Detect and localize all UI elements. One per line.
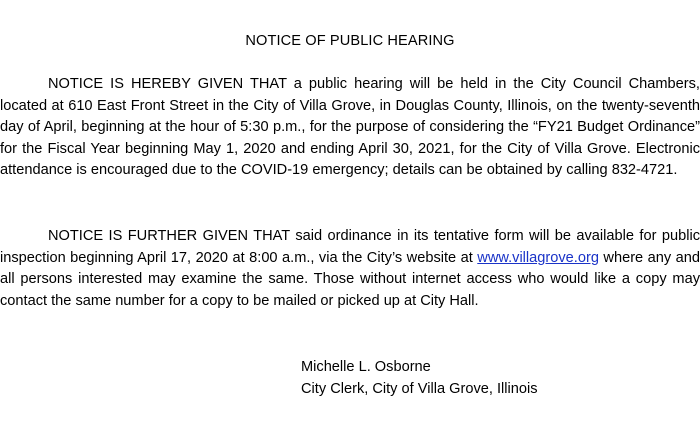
paragraph-inspection-text-end: where any and all persons interested may examine the same. Those without internet access who would like a copy may contact the same number for a copy to be mailed or picked up at City Hall.	[0, 249, 700, 309]
signature-name: Michelle L. Osborne	[301, 359, 431, 375]
paragraph-inspection-text-start: NOTICE IS FURTHER GIVEN THAT said ordinance in its tentative form will be available for public inspection beginning April 17, 2020 at 8:00 a.m., via the City’s website at	[0, 228, 700, 266]
notice-title: NOTICE OF PUBLIC HEARING	[245, 33, 455, 49]
signature-title: City Clerk, City of Villa Grove, Illinois	[301, 380, 538, 397]
paragraph-inspection	[0, 226, 700, 312]
website-link[interactable]: www.villagrove.org	[477, 249, 599, 266]
paragraph-hearing-text: NOTICE IS HEREBY GIVEN THAT a public hearing will be held in the City Council Chambers, located at 610 East Front Street in the City of Villa Grove, in Douglas County, Illinois, on the twenty-seventh day of April, beginning at the hour of 5:30 p.m., for the purpose of considering the “FY21 Budget Ordinance” for the Fiscal Year beginning May 1, 2020 and ending April 30, 2021, for the City of Villa Grove. Electronic attendance is encouraged due to the COVID-19 emergency; details can be obtained by calling 832-4721.	[0, 76, 700, 179]
paragraph-hearing	[0, 74, 700, 182]
signature-block	[301, 357, 681, 400]
